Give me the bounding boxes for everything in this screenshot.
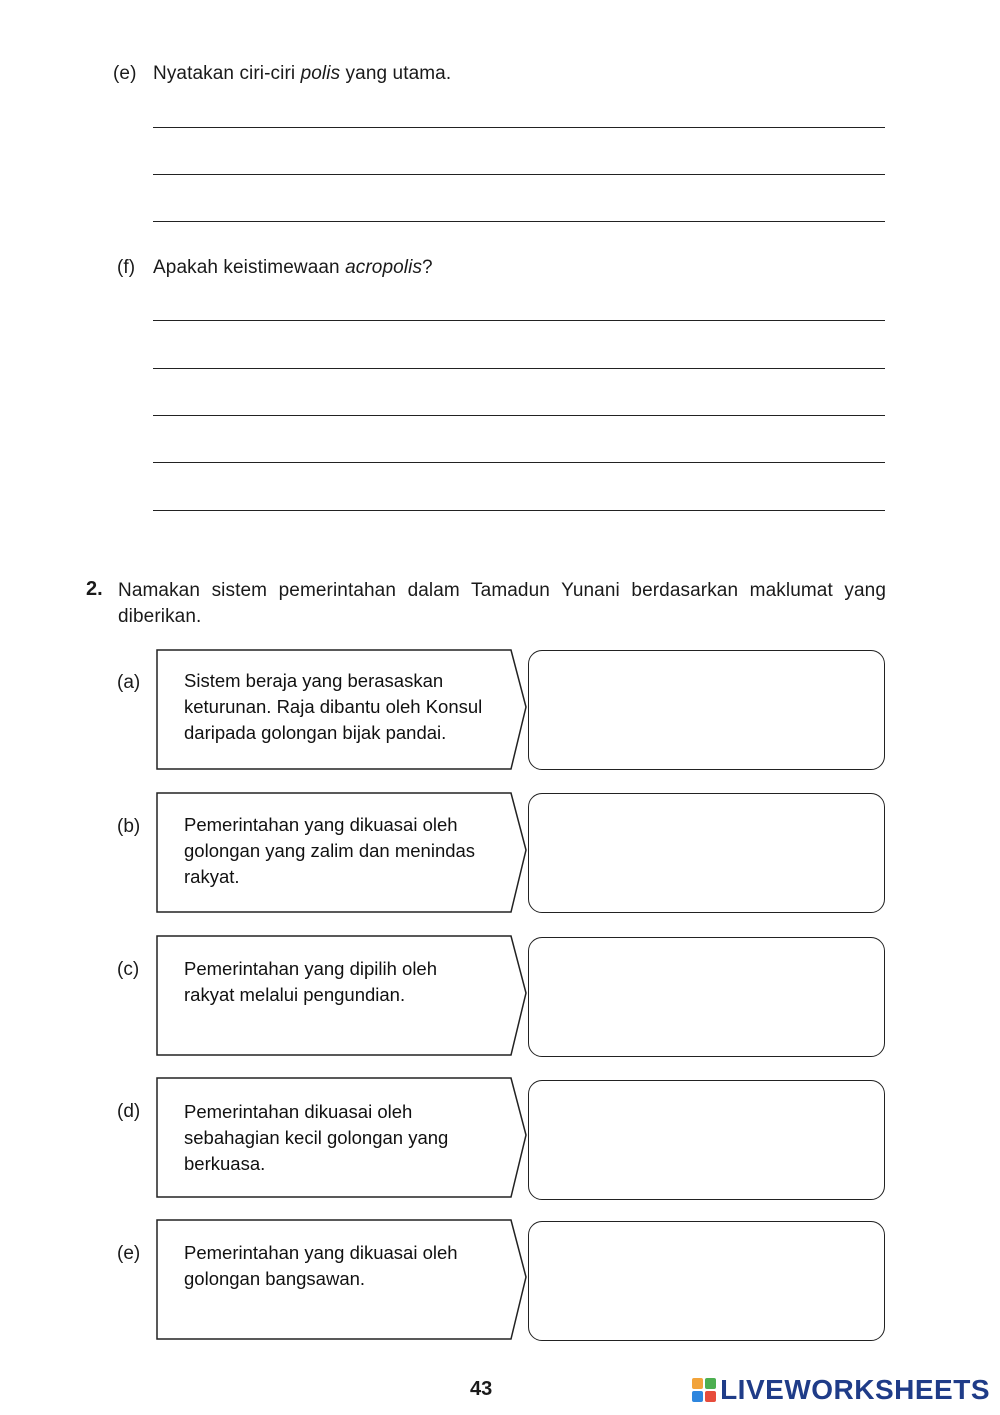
page-number: 43 bbox=[470, 1378, 493, 1400]
answer-box-e[interactable] bbox=[528, 1221, 885, 1341]
logo-square-1 bbox=[692, 1378, 703, 1389]
item-label-d: (d) bbox=[117, 1101, 141, 1122]
answer-line-f-4[interactable] bbox=[153, 462, 885, 463]
answer-box-c[interactable] bbox=[528, 937, 885, 1057]
answer-line-f-3[interactable] bbox=[153, 415, 885, 416]
description-e-line1: Pemerintahan yang dikuasai oleh bbox=[184, 1242, 458, 1263]
question-f-text-after: ? bbox=[422, 257, 433, 278]
description-a bbox=[184, 668, 504, 746]
description-b-line1: Pemerintahan yang dikuasai oleh bbox=[184, 814, 458, 835]
answer-line-f-2[interactable] bbox=[153, 368, 885, 369]
description-a-line1: Sistem beraja yang berasaskan bbox=[184, 670, 444, 691]
question-f-italic-term: acropolis bbox=[345, 257, 423, 278]
description-c bbox=[184, 956, 504, 1008]
question-f-text bbox=[153, 257, 433, 279]
question-f-label: (f) bbox=[117, 257, 136, 278]
description-c-line2: rakyat melalui pengundian. bbox=[184, 984, 406, 1005]
description-b-line3: rakyat. bbox=[184, 866, 240, 887]
liveworksheets-brand[interactable] bbox=[692, 1374, 990, 1406]
question-e-italic-term: polis bbox=[300, 63, 341, 84]
answer-box-a[interactable] bbox=[528, 650, 885, 770]
item-label-c: (c) bbox=[117, 959, 140, 980]
description-e bbox=[184, 1240, 504, 1292]
description-b-line2: golongan yang zalim dan menindas bbox=[184, 840, 476, 861]
description-d-line3: berkuasa. bbox=[184, 1153, 266, 1174]
answer-line-e-1[interactable] bbox=[153, 127, 885, 128]
item-label-a: (a) bbox=[117, 672, 141, 693]
description-c-line1: Pemerintahan yang dipilih oleh bbox=[184, 958, 438, 979]
answer-line-e-3[interactable] bbox=[153, 221, 885, 222]
description-d-line2: sebahagian kecil golongan yang bbox=[184, 1127, 449, 1148]
logo-square-4 bbox=[705, 1391, 716, 1402]
logo-square-2 bbox=[705, 1378, 716, 1389]
answer-box-b[interactable] bbox=[528, 793, 885, 913]
question-2-prompt-line1: Namakan sistem pemerintahan dalam Tamadun Yunani berdasarkan maklumat yang bbox=[118, 580, 886, 601]
description-b bbox=[184, 812, 504, 890]
answer-line-f-5[interactable] bbox=[153, 510, 885, 511]
answer-line-f-1[interactable] bbox=[153, 320, 885, 321]
answer-box-d[interactable] bbox=[528, 1080, 885, 1200]
question-2-prompt-line2: diberikan. bbox=[118, 606, 202, 627]
question-e-text-before: Nyatakan ciri-ciri bbox=[153, 63, 301, 84]
description-d-line1: Pemerintahan dikuasai oleh bbox=[184, 1101, 413, 1122]
description-d bbox=[184, 1099, 504, 1177]
liveworksheets-logo-icon bbox=[692, 1378, 716, 1402]
question-e-text bbox=[153, 63, 451, 85]
item-label-e: (e) bbox=[117, 1243, 141, 1264]
question-2-number: 2. bbox=[86, 578, 103, 600]
question-2-prompt bbox=[118, 578, 886, 630]
brand-name: LIVEWORKSHEETS bbox=[720, 1374, 990, 1405]
question-e-label: (e) bbox=[113, 63, 137, 84]
description-a-line2: keturunan. Raja dibantu oleh Konsul bbox=[184, 696, 483, 717]
description-a-line3: daripada golongan bijak pandai. bbox=[184, 722, 447, 743]
logo-square-3 bbox=[692, 1391, 703, 1402]
answer-line-e-2[interactable] bbox=[153, 174, 885, 175]
description-e-line2: golongan bangsawan. bbox=[184, 1268, 366, 1289]
question-e-text-after: yang utama. bbox=[340, 63, 452, 84]
item-label-b: (b) bbox=[117, 816, 141, 837]
question-f-text-before: Apakah keistimewaan bbox=[153, 257, 346, 278]
